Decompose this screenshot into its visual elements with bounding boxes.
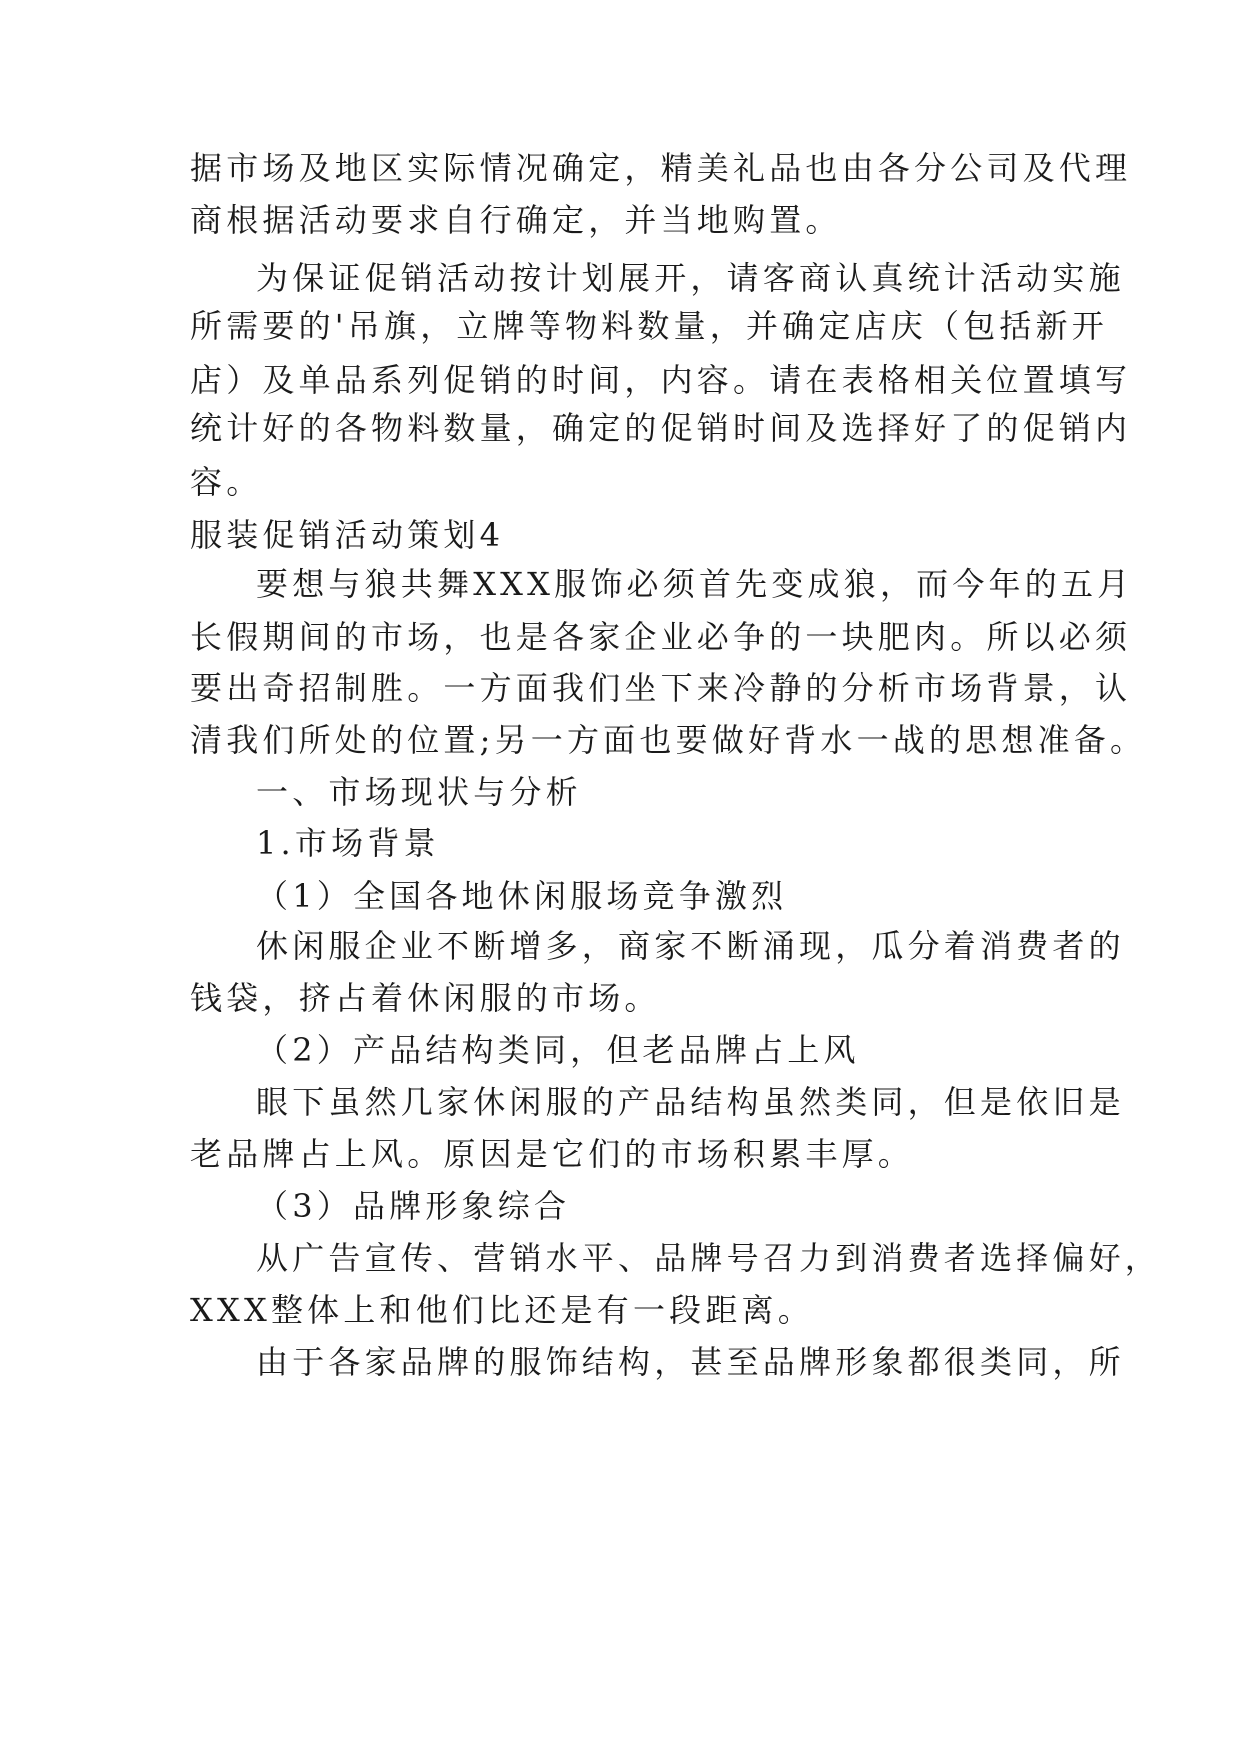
subheading: （1）全国各地休闲服场竞争激烈	[256, 877, 788, 915]
paragraph-line: 眼下虽然几家休闲服的产品结构虽然类同，但是依旧是	[256, 1083, 1125, 1121]
paragraph-line: 从广告宣传、营销水平、品牌号召力到消费者选择偏好，	[256, 1239, 1162, 1277]
paragraph-line: XXX整体上和他们比还是有一段距离。	[190, 1291, 814, 1329]
paragraph-line: 要出奇招制胜。一方面我们坐下来冷静的分析市场背景，认	[190, 669, 1132, 707]
paragraph-line: 店）及单品系列促销的时间，内容。请在表格相关位置填写	[190, 361, 1132, 399]
paragraph-line: 所需要的'吊旗，立牌等物料数量，并确定店庆（包括新开	[190, 307, 1108, 345]
section-heading: 服装促销活动策划4	[190, 516, 505, 554]
paragraph-line: 为保证促销活动按计划展开，请客商认真统计活动实施	[256, 259, 1125, 297]
paragraph-line: 长假期间的市场，也是各家企业必争的一块肥肉。所以必须	[190, 618, 1132, 656]
subheading: （2）产品结构类同，但老品牌占上风	[256, 1031, 860, 1069]
paragraph-line: 要想与狼共舞XXX服饰必须首先变成狼，而今年的五月	[256, 565, 1134, 603]
paragraph-line: 钱袋，挤占着休闲服的市场。	[190, 979, 661, 1017]
paragraph-line: 由于各家品牌的服饰结构，甚至品牌形象都很类同，所	[256, 1343, 1125, 1381]
paragraph-line: 容。	[190, 463, 263, 501]
paragraph-line: 统计好的各物料数量，确定的促销时间及选择好了的促销内	[190, 409, 1132, 447]
subheading: 1.市场背景	[256, 824, 440, 862]
paragraph-line: 休闲服企业不断增多，商家不断涌现，瓜分着消费者的	[256, 927, 1125, 965]
subheading: 一、市场现状与分析	[256, 773, 582, 811]
paragraph-line: 清我们所处的位置;另一方面也要做好背水一战的思想准备。	[190, 721, 1147, 759]
paragraph-line: 老品牌占上风。原因是它们的市场积累丰厚。	[190, 1135, 915, 1173]
paragraph-line: 据市场及地区实际情况确定，精美礼品也由各分公司及代理	[190, 149, 1132, 187]
subheading: （3）品牌形象综合	[256, 1187, 571, 1225]
paragraph-line: 商根据活动要求自行确定，并当地购置。	[190, 201, 842, 239]
